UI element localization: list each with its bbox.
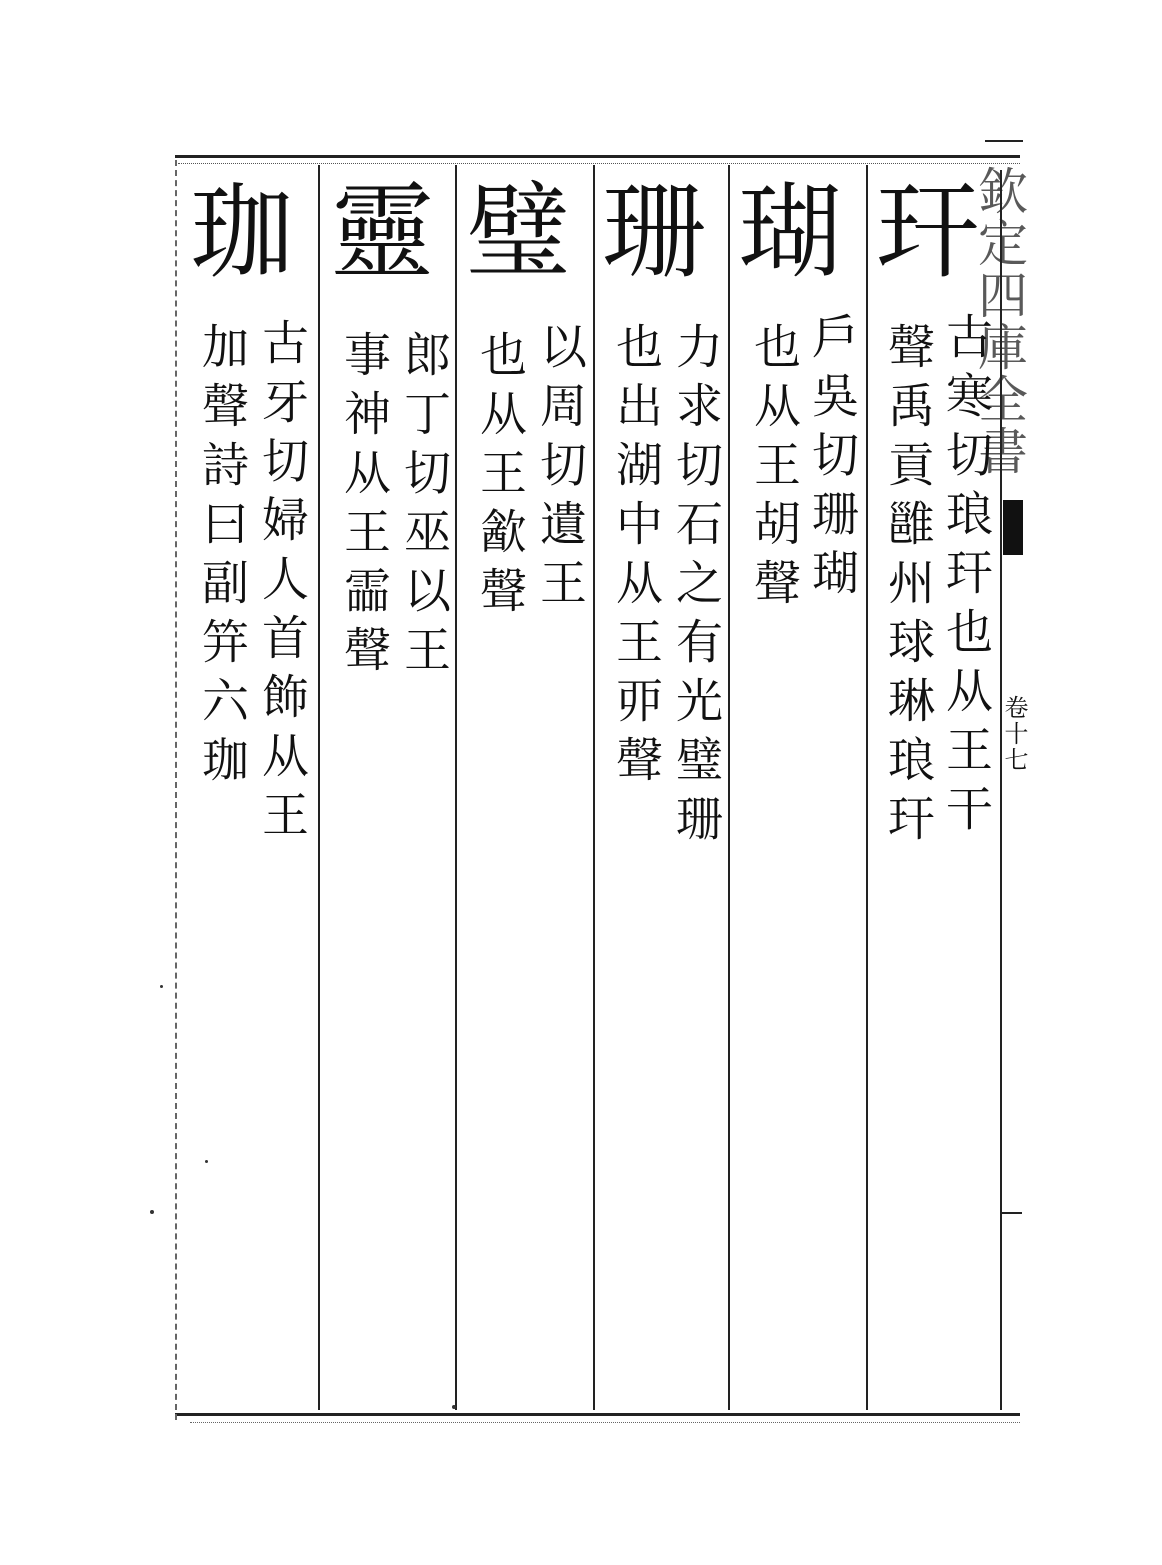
definition-line: 郎丁切巫以王 [396,330,451,684]
fishtail-mark [1003,500,1023,555]
bottom-frame-dotted-line [190,1422,1020,1423]
scan-speck [150,1210,154,1214]
column-divider [455,165,457,1410]
seal-character: 瑚 [738,171,843,293]
seal-character: 璧 [466,171,571,293]
bottom-frame-line [175,1413,1020,1416]
definition-line: 加聲詩曰副笄六珈 [194,322,249,794]
margin-rule [1000,1212,1022,1214]
column-divider [728,165,730,1410]
definition-line: 古牙切婦人首飾从王 [254,318,309,849]
definition-line: 也从王㱃聲 [472,330,527,625]
definition-line: 古寒切琅玕也从王干 [938,312,993,843]
seal-character: 玕 [876,171,981,293]
definition-line: 事神从王霝聲 [336,330,391,684]
top-frame-dotted-line [178,163,1020,164]
definition-line: 戶吳切珊瑚 [804,312,859,607]
seal-character: 珊 [602,171,707,293]
seal-character: 珈 [190,171,295,293]
definition-line: 也出湖中从王丣聲 [608,322,663,794]
volume-label: 卷十七 [1000,695,1028,773]
column-divider [318,165,320,1410]
definition-line: 以周切遺王 [532,322,587,617]
top-right-rule [985,140,1023,142]
seal-character: 靈 [330,171,435,293]
top-frame-line [175,155,1020,158]
scan-speck [160,985,163,988]
scan-speck [452,1405,456,1409]
scan-speck [205,1160,208,1163]
definition-line: 也从王胡聲 [746,322,801,617]
book-title: 欽定四庫全書 [970,165,1028,477]
definition-line: 力求切石之有光璧珊 [668,322,723,853]
column-divider [593,165,595,1410]
left-frame-line [175,160,177,1420]
definition-line: 聲禹貢雝州球琳琅玕 [880,322,935,853]
column-divider [866,165,868,1410]
